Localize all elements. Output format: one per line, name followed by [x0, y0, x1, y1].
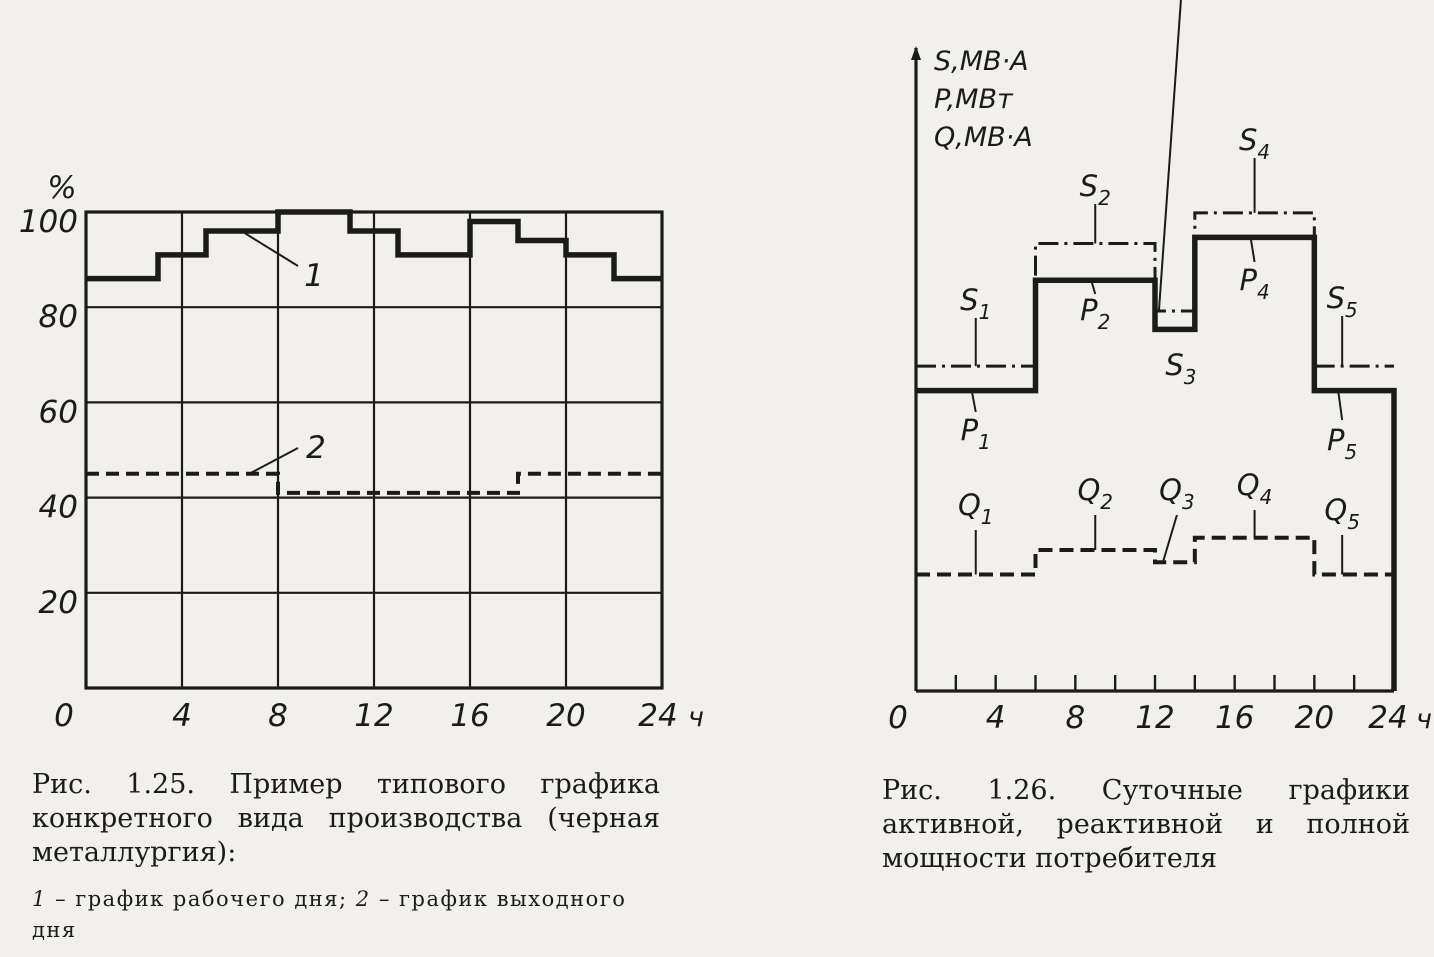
y-axis-label: Q,MB·A: [934, 122, 1033, 153]
y-axis-label: S,MB·A: [934, 46, 1029, 77]
legend-item-1: 1 – график рабочего дня;: [32, 887, 348, 911]
segment-leader: [1338, 391, 1342, 420]
segment-label-p1: $P_1$: [960, 413, 991, 454]
x-tick-label: 16: [1214, 700, 1255, 736]
segment-label-s5: $S_5$: [1326, 281, 1358, 322]
segment-label-q4: $Q_4$: [1236, 468, 1273, 509]
x-unit-label: ч: [1416, 704, 1432, 735]
y-tick-label: 60: [38, 394, 78, 431]
caption-fig-1-25: Рис. 1.25. Пример типового графика конкретного вида производства (черная металлургия):: [32, 769, 660, 868]
segment-label-s1: $S_1$: [960, 283, 992, 324]
x-tick-label: 20: [546, 698, 586, 734]
segment-label-s2: $S_2$: [1079, 169, 1111, 210]
x-tick-label: 20: [1294, 700, 1335, 736]
y-tick-label: 80: [38, 299, 78, 336]
x-tick-label: 4: [985, 700, 1006, 736]
caption-fig-1-26: Рис. 1.26. Суточные графики активной, реактивной и полной мощности потребителя: [882, 775, 1410, 874]
y-tick-label: 100: [18, 204, 78, 240]
x-tick-label: 24: [638, 698, 678, 734]
segment-leader: [1163, 515, 1177, 562]
x-tick-label: 0: [888, 700, 908, 736]
segment-label-p4: $P_4$: [1239, 263, 1270, 304]
legend-item-2: 2 – график выходного дня: [32, 887, 627, 942]
chart-1-typical-load-graph: [19, 170, 704, 734]
x-tick-label: 16: [450, 698, 490, 734]
series-2-leader: [249, 448, 298, 474]
segment-label-q5: $Q_5$: [1324, 493, 1360, 534]
y-unit-label: %: [47, 170, 77, 206]
segment-leader: [972, 391, 976, 412]
segment-leader: [1159, 0, 1181, 311]
series-1-label: 1: [304, 258, 324, 294]
segment-label-p2: $P_2$: [1080, 293, 1111, 334]
x-unit-label: ч: [688, 702, 704, 733]
series-q-line: [916, 538, 1394, 575]
segment-label-q1: $Q_1$: [957, 488, 994, 529]
segment-label-s4: $S_4$: [1239, 123, 1271, 164]
x-tick-label: 4: [172, 698, 192, 734]
series-1-leader: [244, 233, 298, 266]
segment-leader: [1251, 237, 1255, 262]
segment-label-q3: $Q_3$: [1159, 473, 1195, 514]
x-tick-label: 8: [1065, 700, 1086, 736]
y-axis-label: P,MBт: [934, 84, 1013, 115]
segment-label-q2: $Q_2$: [1077, 473, 1114, 514]
x-tick-label: 0: [54, 698, 74, 734]
legend-fig-1-25: [32, 884, 660, 946]
segment-label-s3: $S_3$: [1165, 348, 1197, 389]
x-tick-label: 8: [268, 698, 288, 734]
segment-label-p5: $P_5$: [1327, 423, 1358, 464]
y-tick-label: 40: [38, 489, 78, 526]
y-tick-label: 20: [38, 584, 78, 621]
x-tick-label: 24: [1368, 700, 1408, 736]
x-tick-label: 12: [1135, 700, 1175, 736]
chart-2-daily-power-graph: [888, 0, 1432, 736]
x-tick-label: 12: [354, 698, 394, 734]
series-2-label: 2: [306, 430, 326, 466]
